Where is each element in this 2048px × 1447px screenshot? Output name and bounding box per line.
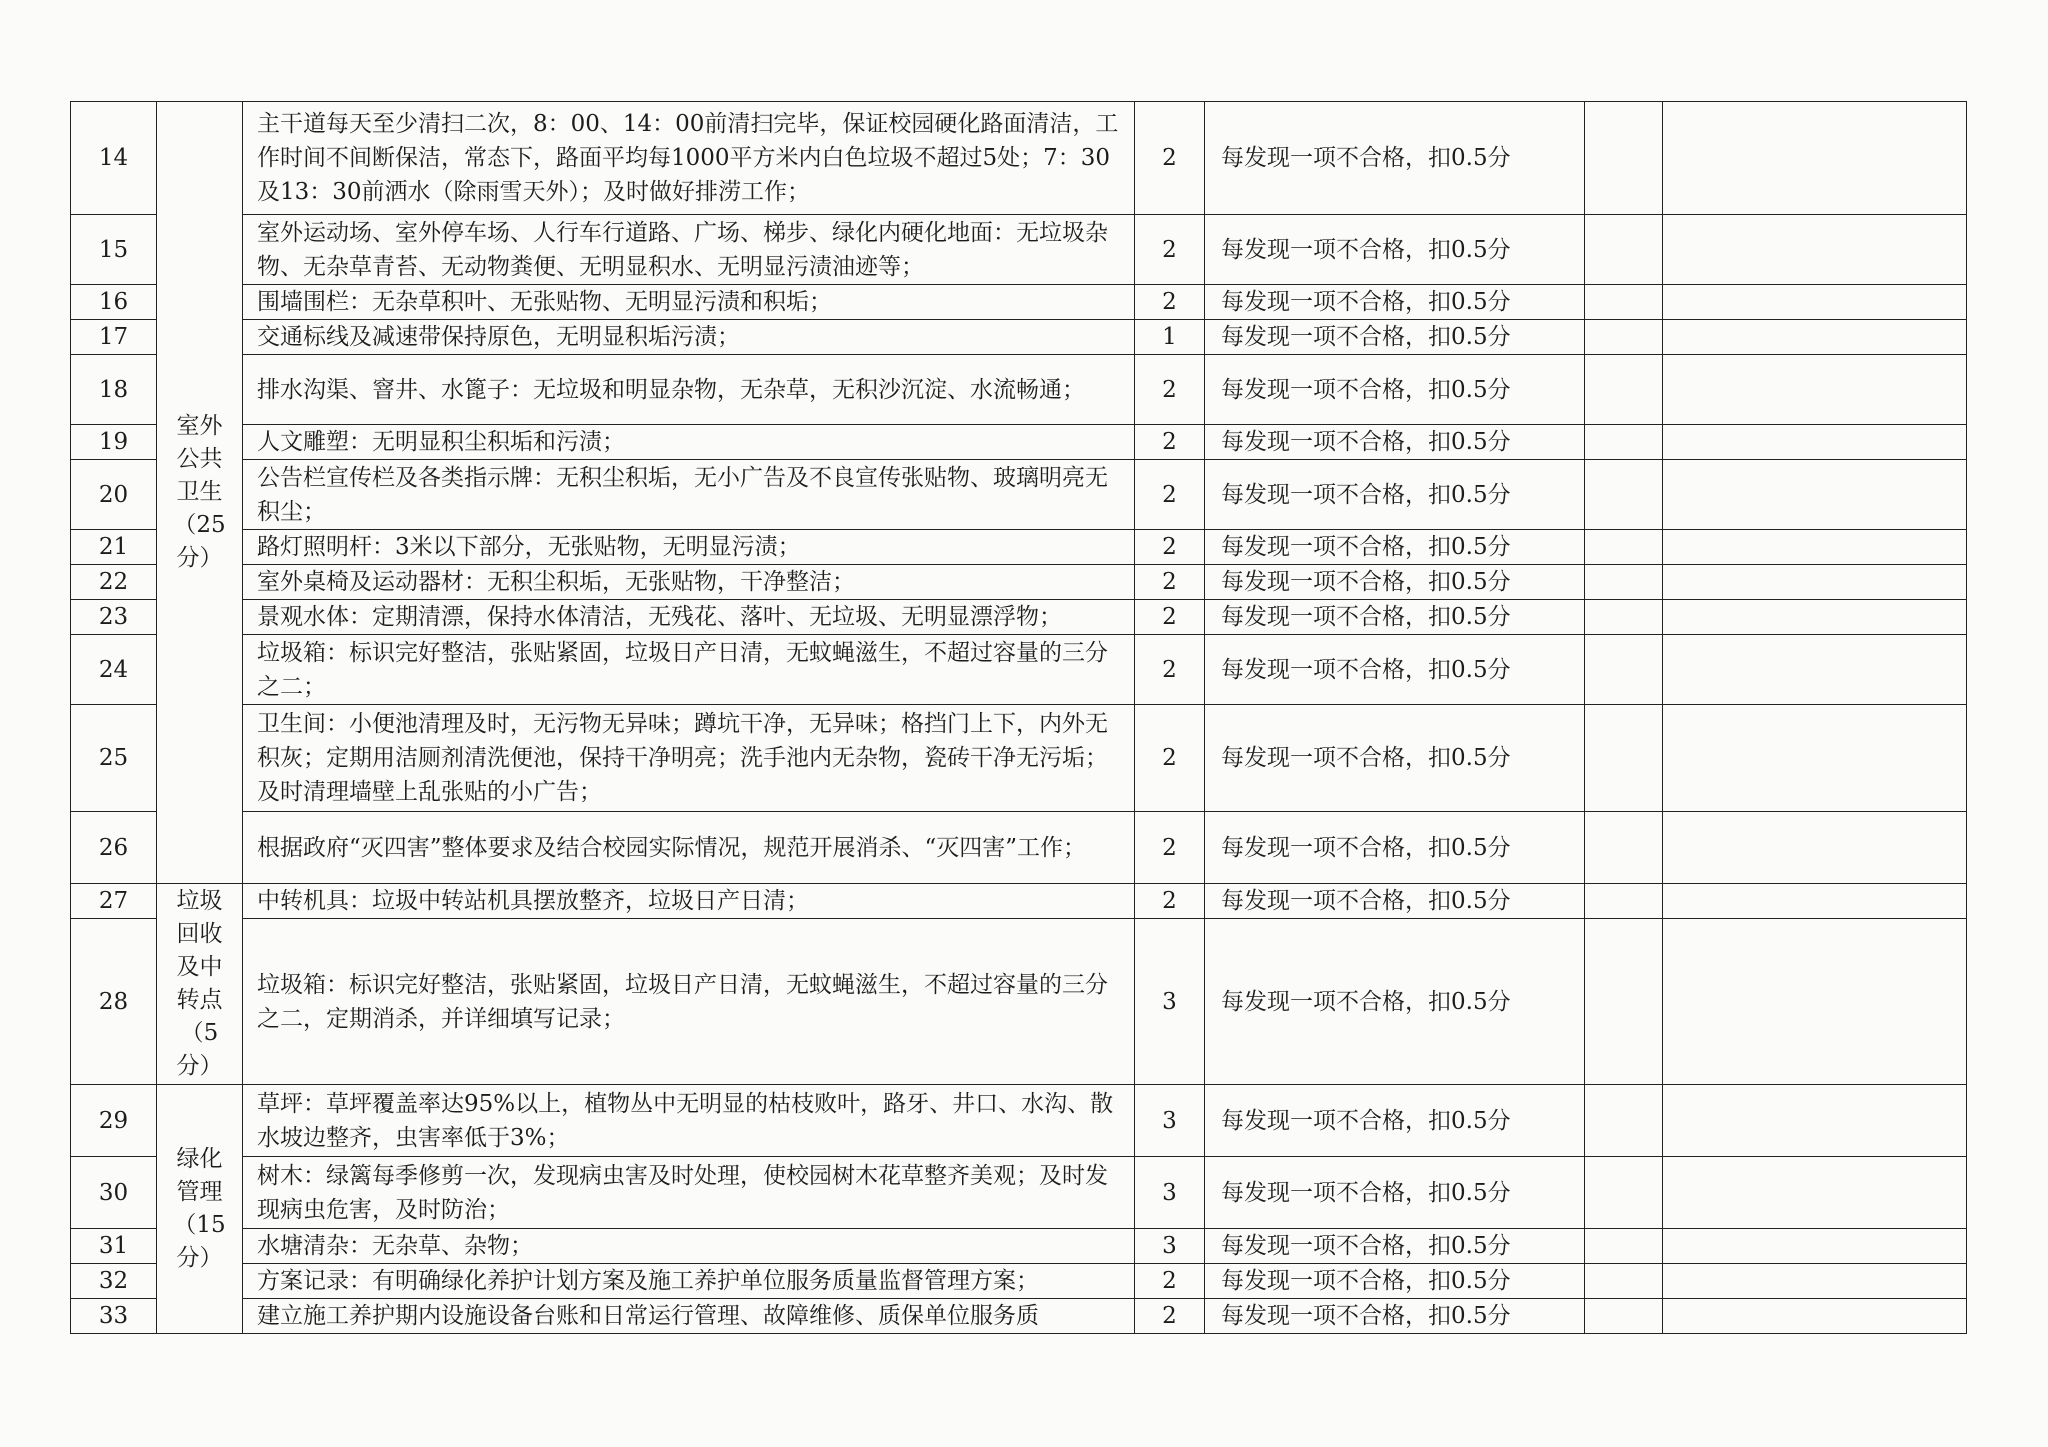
row-number: 24 — [71, 635, 157, 705]
blank-cell — [1585, 1085, 1663, 1157]
score-value: 2 — [1135, 812, 1205, 884]
score-value: 3 — [1135, 919, 1205, 1085]
criteria-text: 路灯照明杆：3米以下部分，无张贴物，无明显污渍； — [243, 530, 1135, 565]
deduction-rule: 每发现一项不合格，扣0.5分 — [1205, 812, 1585, 884]
blank-cell — [1663, 102, 1967, 215]
blank-cell — [1663, 600, 1967, 635]
evaluation-table-page — [70, 101, 1966, 1334]
evaluation-table — [70, 101, 1967, 1334]
category-line: （5 — [180, 1020, 219, 1046]
criteria-text: 树木：绿篱每季修剪一次，发现病虫害及时处理，使校园树木花草整齐美观；及时发现病虫危害，及时防治； — [243, 1157, 1135, 1229]
table-row — [71, 812, 1967, 884]
table-row — [71, 600, 1967, 635]
score-value: 2 — [1135, 102, 1205, 215]
score-value: 2 — [1135, 635, 1205, 705]
table-row — [71, 1299, 1967, 1334]
row-number: 25 — [71, 705, 157, 812]
score-value: 2 — [1135, 215, 1205, 285]
blank-cell — [1585, 1157, 1663, 1229]
deduction-rule: 每发现一项不合格，扣0.5分 — [1205, 285, 1585, 320]
criteria-text: 垃圾箱：标识完好整洁，张贴紧固，垃圾日产日清，无蚊蝇滋生，不超过容量的三分之二，定期消杀，并详细填写记录； — [243, 919, 1135, 1085]
blank-cell — [1663, 812, 1967, 884]
table-row — [71, 285, 1967, 320]
row-number: 14 — [71, 102, 157, 215]
blank-cell — [1585, 884, 1663, 919]
blank-cell — [1663, 705, 1967, 812]
blank-cell — [1585, 1264, 1663, 1299]
deduction-rule: 每发现一项不合格，扣0.5分 — [1205, 425, 1585, 460]
blank-cell — [1585, 565, 1663, 600]
criteria-text: 建立施工养护期内设施设备台账和日常运行管理、故障维修、质保单位服务质 — [243, 1299, 1135, 1334]
row-number: 23 — [71, 600, 157, 635]
deduction-rule: 每发现一项不合格，扣0.5分 — [1205, 1264, 1585, 1299]
blank-cell — [1663, 919, 1967, 1085]
score-value: 2 — [1135, 565, 1205, 600]
score-value: 1 — [1135, 320, 1205, 355]
score-value: 2 — [1135, 1264, 1205, 1299]
deduction-rule: 每发现一项不合格，扣0.5分 — [1205, 884, 1585, 919]
criteria-text: 主干道每天至少清扫二次，8：00、14：00前清扫完毕，保证校园硬化路面清洁，工作时间不间断保洁，常态下，路面平均每1000平方米内白色垃圾不超过5处；7：30及13：30前洒水（除雨雪天外）；及时做好排涝工作； — [243, 102, 1135, 215]
deduction-rule: 每发现一项不合格，扣0.5分 — [1205, 460, 1585, 530]
category-line: 垃圾 — [176, 888, 223, 914]
category-line: （25 — [173, 512, 226, 538]
row-number: 28 — [71, 919, 157, 1085]
score-value: 2 — [1135, 1299, 1205, 1334]
row-number: 29 — [71, 1085, 157, 1157]
blank-cell — [1585, 635, 1663, 705]
category-greening-management — [157, 1085, 243, 1334]
category-line: 回收 — [176, 921, 223, 947]
row-number: 17 — [71, 320, 157, 355]
criteria-text: 围墙围栏：无杂草积叶、无张贴物、无明显污渍和积垢； — [243, 285, 1135, 320]
category-line: 及中 — [176, 954, 223, 980]
deduction-rule: 每发现一项不合格，扣0.5分 — [1205, 530, 1585, 565]
criteria-text: 排水沟渠、窨井、水篦子：无垃圾和明显杂物，无杂草，无积沙沉淀、水流畅通； — [243, 355, 1135, 425]
table-row — [71, 215, 1967, 285]
row-number: 31 — [71, 1229, 157, 1264]
row-number: 27 — [71, 884, 157, 919]
category-line: 分） — [176, 1245, 223, 1271]
blank-cell — [1663, 355, 1967, 425]
criteria-text: 室外桌椅及运动器材：无积尘积垢，无张贴物，干净整洁； — [243, 565, 1135, 600]
table-row — [71, 884, 1967, 919]
score-value: 2 — [1135, 705, 1205, 812]
deduction-rule: 每发现一项不合格，扣0.5分 — [1205, 705, 1585, 812]
deduction-rule: 每发现一项不合格，扣0.5分 — [1205, 1157, 1585, 1229]
deduction-rule: 每发现一项不合格，扣0.5分 — [1205, 355, 1585, 425]
table-row — [71, 530, 1967, 565]
score-value: 3 — [1135, 1229, 1205, 1264]
score-value: 2 — [1135, 884, 1205, 919]
blank-cell — [1585, 320, 1663, 355]
blank-cell — [1585, 285, 1663, 320]
table-row — [71, 1157, 1967, 1229]
blank-cell — [1663, 1229, 1967, 1264]
row-number: 30 — [71, 1157, 157, 1229]
category-line: 室外 — [176, 413, 223, 439]
table-row — [71, 705, 1967, 812]
deduction-rule: 每发现一项不合格，扣0.5分 — [1205, 1229, 1585, 1264]
blank-cell — [1585, 355, 1663, 425]
blank-cell — [1663, 635, 1967, 705]
deduction-rule: 每发现一项不合格，扣0.5分 — [1205, 600, 1585, 635]
blank-cell — [1663, 460, 1967, 530]
criteria-text: 根据政府“灭四害”整体要求及结合校园实际情况，规范开展消杀、“灭四害”工作； — [243, 812, 1135, 884]
blank-cell — [1663, 425, 1967, 460]
blank-cell — [1585, 215, 1663, 285]
row-number: 33 — [71, 1299, 157, 1334]
row-number: 16 — [71, 285, 157, 320]
blank-cell — [1585, 1299, 1663, 1334]
deduction-rule: 每发现一项不合格，扣0.5分 — [1205, 1299, 1585, 1334]
blank-cell — [1663, 1299, 1967, 1334]
category-line: （15 — [173, 1212, 226, 1238]
row-number: 19 — [71, 425, 157, 460]
blank-cell — [1663, 1157, 1967, 1229]
table-row — [71, 1229, 1967, 1264]
blank-cell — [1585, 460, 1663, 530]
table-row — [71, 425, 1967, 460]
blank-cell — [1663, 1264, 1967, 1299]
criteria-text: 中转机具：垃圾中转站机具摆放整齐，垃圾日产日清； — [243, 884, 1135, 919]
table-row — [71, 919, 1967, 1085]
score-value: 2 — [1135, 355, 1205, 425]
category-line: 卫生 — [176, 479, 223, 505]
blank-cell — [1585, 705, 1663, 812]
deduction-rule: 每发现一项不合格，扣0.5分 — [1205, 102, 1585, 215]
table-row — [71, 460, 1967, 530]
blank-cell — [1663, 320, 1967, 355]
blank-cell — [1585, 102, 1663, 215]
row-number: 15 — [71, 215, 157, 285]
row-number: 22 — [71, 565, 157, 600]
category-line: 转点 — [176, 987, 223, 1013]
category-waste-recycling — [157, 884, 243, 1085]
category-line: 管理 — [176, 1179, 223, 1205]
score-value: 2 — [1135, 600, 1205, 635]
category-line: 公共 — [176, 446, 223, 472]
category-line: 绿化 — [176, 1146, 223, 1172]
criteria-text: 卫生间：小便池清理及时，无污物无异味；蹲坑干净，无异味；格挡门上下，内外无积灰；定期用洁厕剂清洗便池，保持干净明亮；洗手池内无杂物，瓷砖干净无污垢；及时清理墙壁上乱张贴的小广告； — [243, 705, 1135, 812]
criteria-text: 室外运动场、室外停车场、人行车行道路、广场、梯步、绿化内硬化地面：无垃圾杂物、无杂草青苔、无动物粪便、无明显积水、无明显污渍油迹等； — [243, 215, 1135, 285]
score-value: 2 — [1135, 425, 1205, 460]
deduction-rule: 每发现一项不合格，扣0.5分 — [1205, 919, 1585, 1085]
table-row — [71, 1085, 1967, 1157]
criteria-text: 人文雕塑：无明显积尘积垢和污渍； — [243, 425, 1135, 460]
table-row — [71, 102, 1967, 215]
blank-cell — [1663, 285, 1967, 320]
deduction-rule: 每发现一项不合格，扣0.5分 — [1205, 215, 1585, 285]
blank-cell — [1585, 425, 1663, 460]
category-line: 分） — [176, 1053, 223, 1079]
blank-cell — [1585, 600, 1663, 635]
blank-cell — [1585, 812, 1663, 884]
row-number: 20 — [71, 460, 157, 530]
blank-cell — [1663, 884, 1967, 919]
row-number: 18 — [71, 355, 157, 425]
criteria-text: 水塘清杂：无杂草、杂物； — [243, 1229, 1135, 1264]
blank-cell — [1585, 530, 1663, 565]
table-row — [71, 355, 1967, 425]
score-value: 3 — [1135, 1157, 1205, 1229]
score-value: 3 — [1135, 1085, 1205, 1157]
deduction-rule: 每发现一项不合格，扣0.5分 — [1205, 635, 1585, 705]
blank-cell — [1585, 919, 1663, 1085]
blank-cell — [1663, 215, 1967, 285]
criteria-text: 垃圾箱：标识完好整洁，张贴紧固，垃圾日产日清，无蚊蝇滋生，不超过容量的三分之二； — [243, 635, 1135, 705]
score-value: 2 — [1135, 530, 1205, 565]
blank-cell — [1663, 530, 1967, 565]
deduction-rule: 每发现一项不合格，扣0.5分 — [1205, 320, 1585, 355]
table-row — [71, 565, 1967, 600]
criteria-text: 交通标线及减速带保持原色，无明显积垢污渍； — [243, 320, 1135, 355]
table-row — [71, 1264, 1967, 1299]
category-outdoor-hygiene — [157, 102, 243, 884]
blank-cell — [1663, 565, 1967, 600]
table-row — [71, 635, 1967, 705]
criteria-text: 景观水体：定期清漂，保持水体清洁，无残花、落叶、无垃圾、无明显漂浮物； — [243, 600, 1135, 635]
criteria-text: 草坪：草坪覆盖率达95%以上，植物丛中无明显的枯枝败叶，路牙、井口、水沟、散水坡边整齐，虫害率低于3%； — [243, 1085, 1135, 1157]
table-row — [71, 320, 1967, 355]
blank-cell — [1663, 1085, 1967, 1157]
deduction-rule: 每发现一项不合格，扣0.5分 — [1205, 565, 1585, 600]
deduction-rule: 每发现一项不合格，扣0.5分 — [1205, 1085, 1585, 1157]
row-number: 21 — [71, 530, 157, 565]
score-value: 2 — [1135, 460, 1205, 530]
blank-cell — [1585, 1229, 1663, 1264]
row-number: 32 — [71, 1264, 157, 1299]
row-number: 26 — [71, 812, 157, 884]
score-value: 2 — [1135, 285, 1205, 320]
criteria-text: 方案记录：有明确绿化养护计划方案及施工养护单位服务质量监督管理方案； — [243, 1264, 1135, 1299]
category-line: 分） — [176, 545, 223, 571]
criteria-text: 公告栏宣传栏及各类指示牌：无积尘积垢，无小广告及不良宣传张贴物、玻璃明亮无积尘； — [243, 460, 1135, 530]
